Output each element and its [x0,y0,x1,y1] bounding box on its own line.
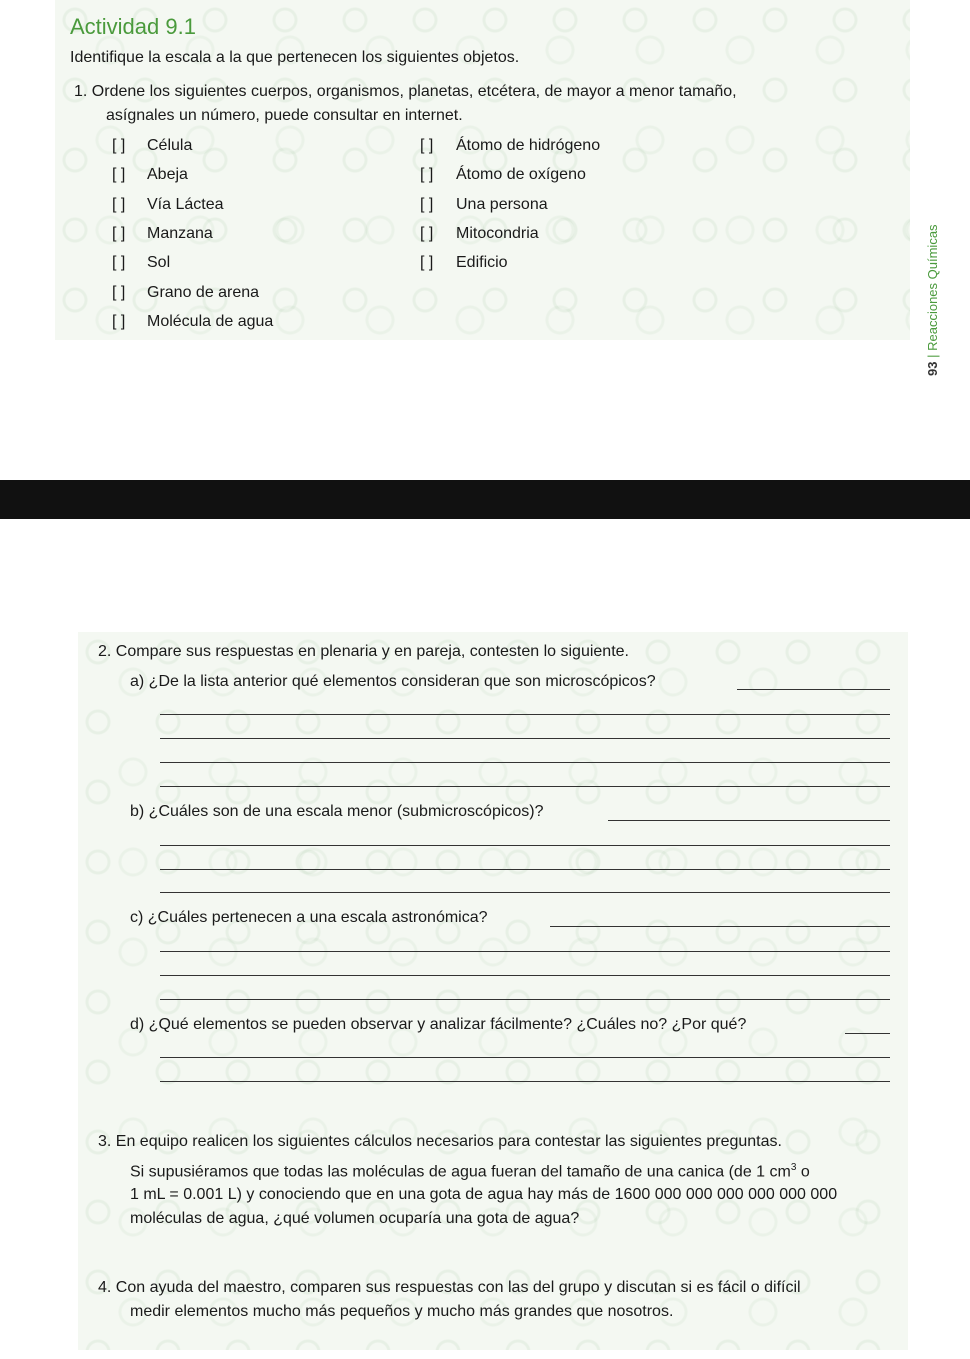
answer-line [160,892,890,893]
activity-title: Actividad 9.1 [70,14,196,39]
right-list-bracket: [ ] [420,166,434,184]
answer-line [160,714,890,715]
question3-line2-end: o [796,1163,810,1181]
right-list-bracket: [ ] [420,254,434,272]
question4-line1: 4. Con ayuda del maestro, comparen sus respuestas con las del grupo y discutan si es fácil o difícil [98,1279,801,1296]
right-list-item: Edificio [456,254,508,272]
left-list-bracket: [ ] [112,254,126,272]
page-number: 93 [925,361,940,376]
question3-line3: 1 mL = 0.001 L) y conociendo que en una gota de agua hay más de 1600 000 000 000 000 000 000 [130,1186,838,1203]
page2-background [78,632,908,1350]
answer-line [608,820,890,821]
answer-line [160,1057,890,1058]
answer-line [845,1033,890,1034]
question3-line2 [130,1162,810,1181]
question1-line1: 1. Ordene los siguientes cuerpos, organismos, planetas, etcétera, de mayor a menor tamaño, [74,83,737,100]
question3-line4: moléculas de agua, ¿qué volumen ocuparía una gota de agua? [130,1210,580,1227]
answer-line [160,1081,890,1082]
answer-line [160,951,890,952]
answer-line [160,869,890,870]
left-list-item: Vía Láctea [147,195,224,213]
left-list-item: Molécula de agua [147,312,274,330]
left-list-bracket: [ ] [112,224,126,242]
answer-line [550,926,890,927]
left-list-bracket: [ ] [112,283,126,301]
question1-line2: asígnales un número, puede consultar en internet. [106,107,463,124]
sidebar-separator: | [925,354,940,358]
left-list-item: Abeja [147,166,188,184]
left-list-bracket: [ ] [112,166,126,184]
answer-line [737,689,890,690]
answer-line [160,975,890,976]
question2b: b) ¿Cuáles son de una escala menor (submicroscópicos)? [130,803,544,820]
question2c: c) ¿Cuáles pertenecen a una escala astronómica? [130,909,488,926]
right-list-bracket: [ ] [420,195,434,213]
section-name: Reacciones Químicas [925,224,940,351]
page-divider [0,480,970,519]
answer-line [160,762,890,763]
right-list-item: Átomo de hidrógeno [456,137,601,154]
intro-text: Identifique la escala a la que pertenecen los siguientes objetos. [70,49,520,66]
question3-line2-text: Si supusiéramos que todas las moléculas de agua fueran del tamaño de una canica (de 1 cm [130,1163,791,1181]
question2: 2. Compare sus respuestas en plenaria y en pareja, contesten lo siguiente. [98,643,629,660]
left-list-bracket: [ ] [112,195,126,213]
question2a: a) ¿De la lista anterior qué elementos consideran que son microscópicos? [130,673,656,690]
right-list-item: Átomo de oxígeno [456,166,586,184]
answer-line [160,786,890,787]
right-list-item: Una persona [456,195,548,213]
left-list-bracket: [ ] [112,312,126,330]
left-list-item: Manzana [147,224,213,242]
question4-line2: medir elementos mucho más pequeños y mucho más grandes que nosotros. [130,1303,674,1320]
answer-line [160,845,890,846]
page-sidebar [903,188,940,378]
cubic-superscript: 3 [790,1162,797,1173]
left-list-item: Célula [147,137,193,154]
left-list-item: Grano de arena [147,283,260,301]
right-list-bracket: [ ] [420,224,434,242]
question3-line1: 3. En equipo realicen los siguientes cálculos necesarios para contestar las siguientes preguntas. [98,1133,782,1150]
left-list-bracket: [ ] [112,137,126,154]
right-list-bracket: [ ] [420,137,434,154]
answer-line [160,999,890,1000]
right-list-item: Mitocondria [456,224,539,242]
left-list-item: Sol [147,254,171,272]
question2d: d) ¿Qué elementos se pueden observar y analizar fácilmente? ¿Cuáles no? ¿Por qué? [130,1016,747,1033]
answer-line [160,738,890,739]
